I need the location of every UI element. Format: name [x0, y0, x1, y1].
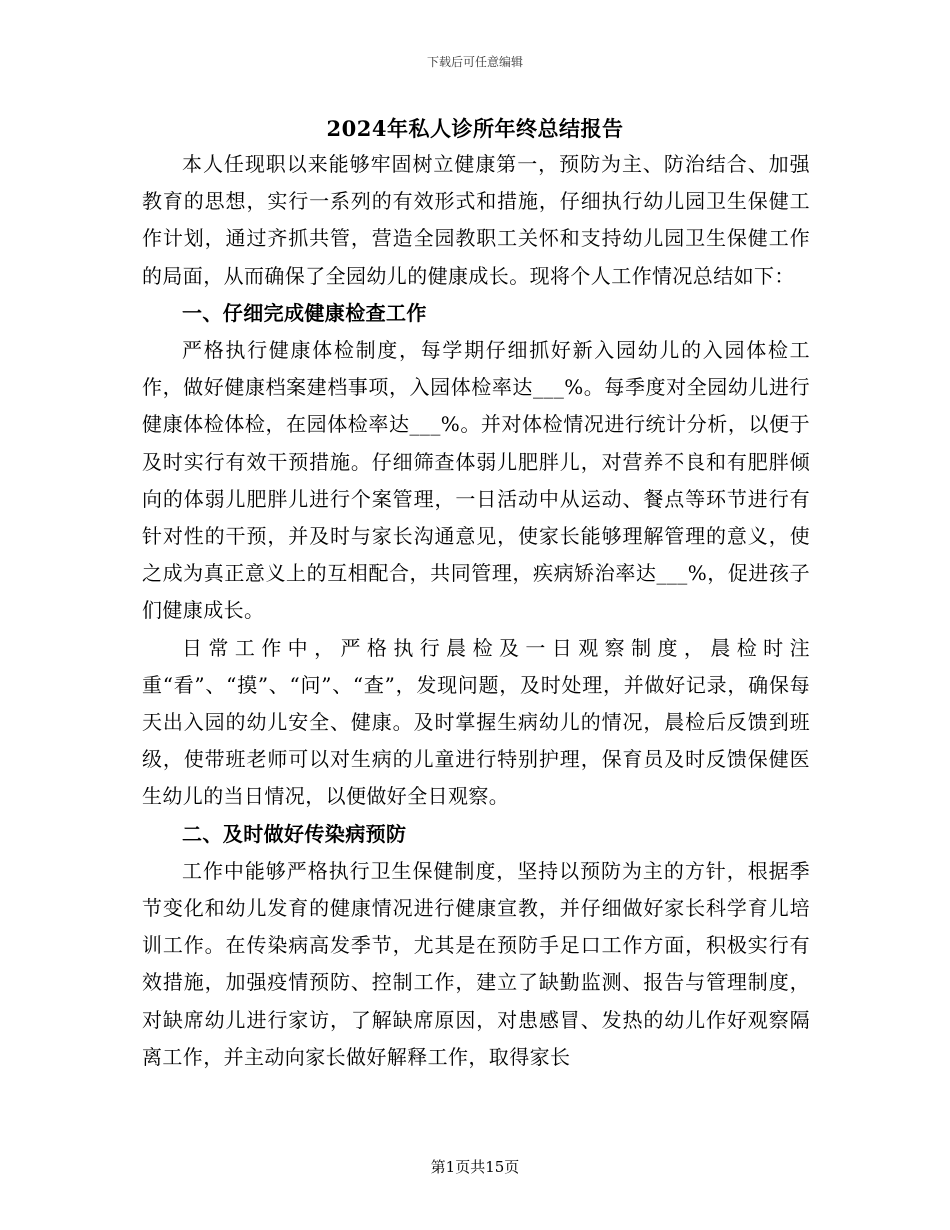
paragraph-health-check: 严格执行健康体检制度，每学期仔细抓好新入园幼儿的入园体检工作，做好健康档案建档事项，入园体检率达___%。每季度对全园幼儿进行健康体检体检，在园体检率达___%。并对体检情况进行统计分析，以便于及时实行有效干预措施。仔细筛查体弱儿肥胖儿，对营养不良和有肥胖倾向的体弱儿肥胖儿进行个案管理，一日活动中从运动、餐点等环节进行有针对性的干预，并及时与家长沟通意见，使家长能够理解管理的意义，使之成为真正意义上的互相配合，共同管理，疾病矫治率达___%，促进孩子们健康成长。: [142, 338, 810, 623]
paragraph-disease-prevention: 工作中能够严格执行卫生保健制度，坚持以预防为主的方针，根据季节变化和幼儿发育的健康情况进行健康宣教，并仔细做好家长科学育儿培训工作。在传染病高发季节，尤其是在预防手足口工作方面，积极实行有效措施，加强疫情预防、控制工作，建立了缺勤监测、报告与管理制度，对缺席幼儿进行家访，了解缺席原因，对患感冒、发热的幼儿作好观察隔离工作，并主动向家长做好解释工作，取得家长: [142, 858, 810, 1069]
page-number: 第1页共15页: [430, 1158, 520, 1176]
document-body: [142, 146, 810, 1076]
paragraph-daily-work: 日常工作中，严格执行晨检及一日观察制度，晨检时注重“看”、“摸”、“问”、“查”，发现问题，及时处理，并做好记录，确保每天出入园的幼儿安全、健康。及时掌握生病幼儿的情况，晨检后反馈到班级，使带班老师可以对生病的儿童进行特别护理，保育员及时反馈保健医生幼儿的当日情况，以便做好全日观察。: [142, 635, 810, 809]
document-title: 2024年私人诊所年终总结报告: [326, 116, 624, 141]
paragraph-intro: 本人任现职以来能够牢固树立健康第一，预防为主、防治结合、加强教育的思想，实行一系列的有效形式和措施，仔细执行幼儿园卫生保健工作计划，通过齐抓共管，营造全园教职工关怀和支持幼儿园卫生保健工作的局面，从而确保了全园幼儿的健康成长。现将个人工作情况总结如下：: [142, 152, 810, 288]
section-heading-1: 一、仔细完成健康检查工作: [182, 300, 427, 325]
section-heading-2: 二、及时做好传染病预防: [182, 821, 407, 846]
header-note: 下载后可任意编辑: [426, 55, 523, 69]
